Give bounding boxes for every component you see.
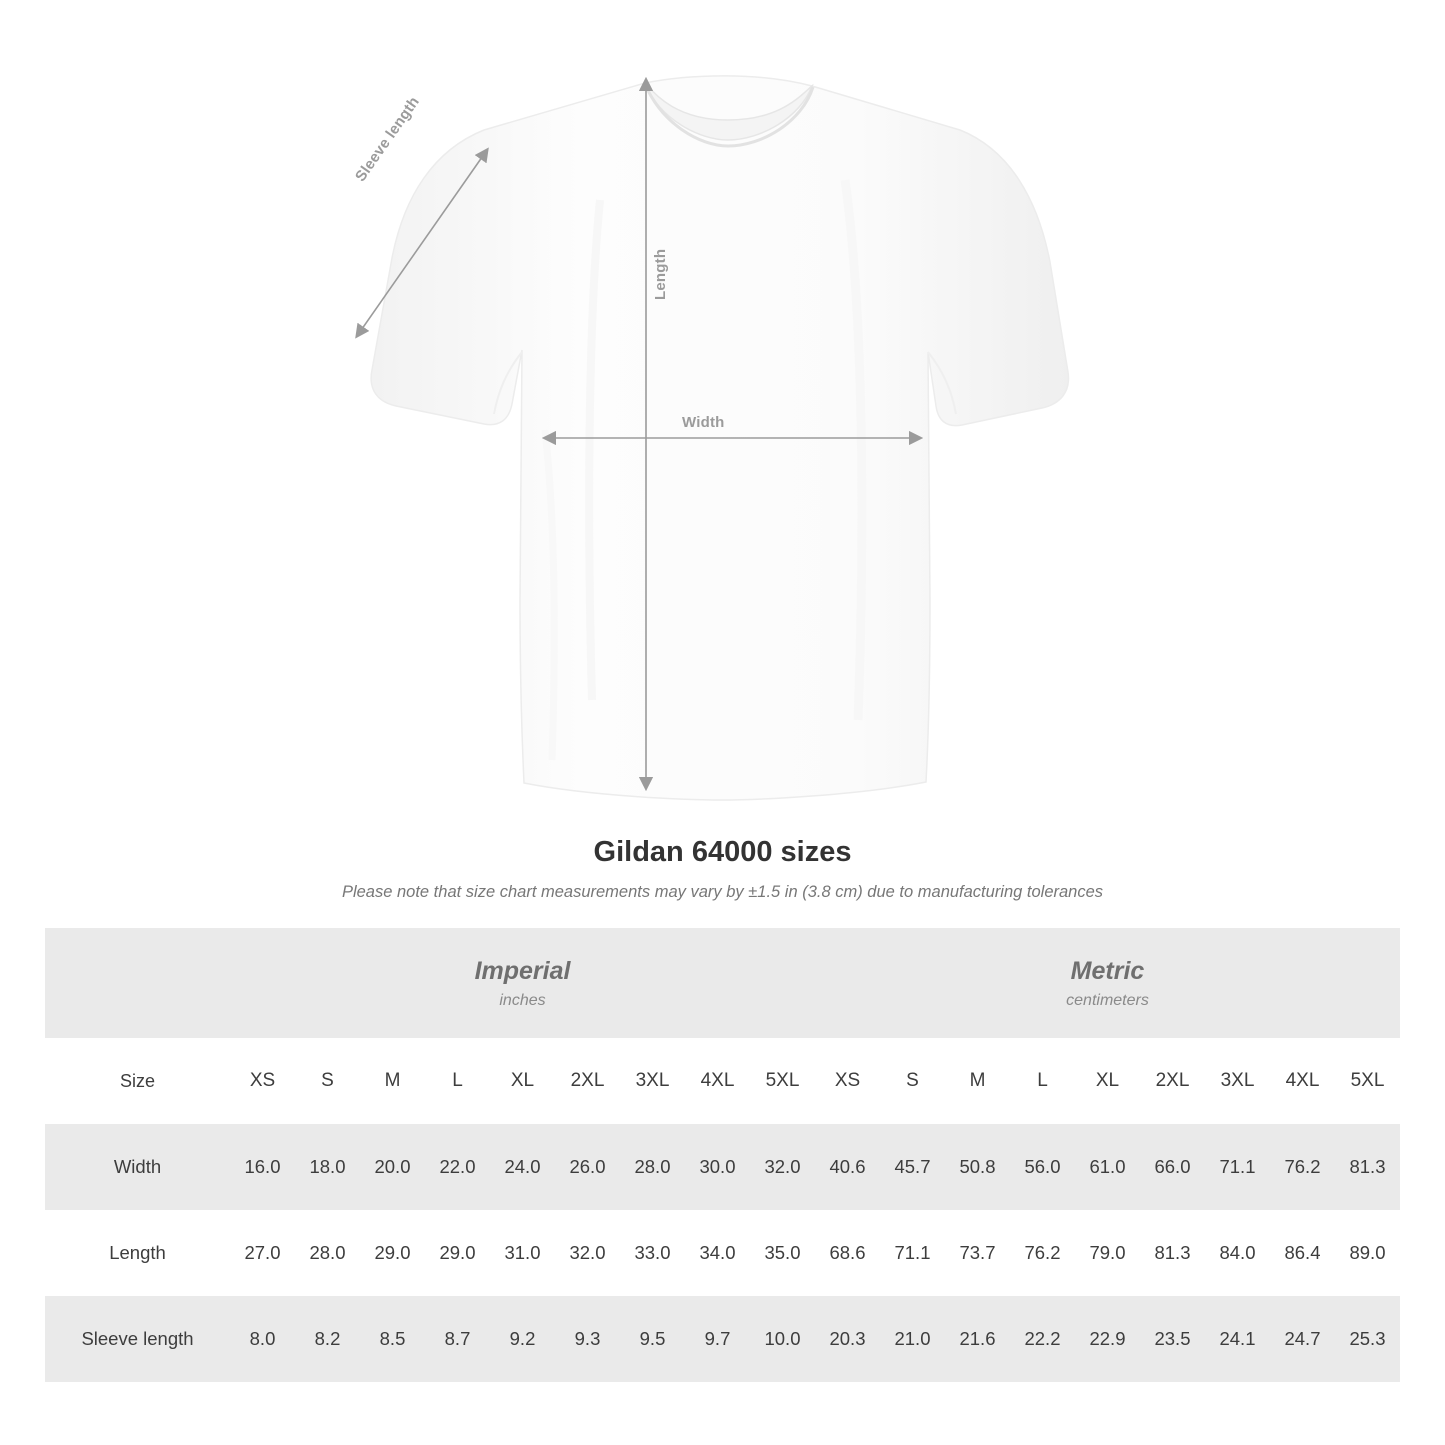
table-cell: 40.6 [815, 1124, 880, 1210]
table-cell: 23.5 [1140, 1296, 1205, 1382]
table-cell: 20.3 [815, 1296, 880, 1382]
column-header: L [1010, 1038, 1075, 1124]
table-cell: 25.3 [1335, 1296, 1400, 1382]
table-cell: 9.5 [620, 1296, 685, 1382]
table-cell: 22.0 [425, 1124, 490, 1210]
table-cell: 24.1 [1205, 1296, 1270, 1382]
table-cell: 21.6 [945, 1296, 1010, 1382]
table-cell: 27.0 [230, 1210, 295, 1296]
column-header: 3XL [620, 1038, 685, 1124]
column-header: 4XL [685, 1038, 750, 1124]
table-cell: 9.2 [490, 1296, 555, 1382]
table-header-row [45, 1038, 1400, 1124]
table-cell: 68.6 [815, 1210, 880, 1296]
table-cell: 28.0 [620, 1124, 685, 1210]
column-header: 2XL [1140, 1038, 1205, 1124]
length-label: Length [652, 248, 669, 300]
column-header: 2XL [555, 1038, 620, 1124]
table-cell: 10.0 [750, 1296, 815, 1382]
column-header: XL [1075, 1038, 1140, 1124]
table-row [45, 1210, 1400, 1296]
unit-group-name: Imperial [474, 957, 571, 986]
table-cell: 89.0 [1335, 1210, 1400, 1296]
column-header: 3XL [1205, 1038, 1270, 1124]
table-cell: 21.0 [880, 1296, 945, 1382]
table-cell: 16.0 [230, 1124, 295, 1210]
row-header: Sleeve length [45, 1296, 230, 1382]
table-cell: 9.3 [555, 1296, 620, 1382]
table-cell: 30.0 [685, 1124, 750, 1210]
table-cell: 66.0 [1140, 1124, 1205, 1210]
column-header: XL [490, 1038, 555, 1124]
table-cell: 35.0 [750, 1210, 815, 1296]
unit-group-metric [815, 928, 1400, 1038]
table-cell: 45.7 [880, 1124, 945, 1210]
page-title: Gildan 64000 sizes [593, 836, 852, 868]
table-cell: 22.9 [1075, 1296, 1140, 1382]
table-cell: 32.0 [555, 1210, 620, 1296]
size-chart-header [0, 836, 1445, 902]
table-cell: 28.0 [295, 1210, 360, 1296]
table-cell: 84.0 [1205, 1210, 1270, 1296]
table-cell: 8.5 [360, 1296, 425, 1382]
table-cell: 31.0 [490, 1210, 555, 1296]
table-cell: 73.7 [945, 1210, 1010, 1296]
table-cell: 61.0 [1075, 1124, 1140, 1210]
size-chart-table [45, 928, 1400, 1382]
row-header: Width [45, 1124, 230, 1210]
table-cell: 24.0 [490, 1124, 555, 1210]
table-cell: 29.0 [425, 1210, 490, 1296]
table-cell: 71.1 [880, 1210, 945, 1296]
table-cell: 24.7 [1270, 1296, 1335, 1382]
column-header: M [360, 1038, 425, 1124]
table-cell: 79.0 [1075, 1210, 1140, 1296]
table-cell: 20.0 [360, 1124, 425, 1210]
unit-group-sub: inches [499, 991, 546, 1009]
table-row [45, 1296, 1400, 1382]
table-cell: 8.7 [425, 1296, 490, 1382]
unit-group-name: Metric [1070, 957, 1145, 986]
unit-row-spacer [45, 928, 230, 1038]
table-cell: 29.0 [360, 1210, 425, 1296]
row-header-size: Size [45, 1038, 230, 1124]
column-header: XS [230, 1038, 295, 1124]
column-header: 4XL [1270, 1038, 1335, 1124]
table-cell: 50.8 [945, 1124, 1010, 1210]
table-cell: 26.0 [555, 1124, 620, 1210]
table-cell: 76.2 [1010, 1210, 1075, 1296]
sleeve-length-label: Sleeve length [352, 93, 423, 185]
table-cell: 18.0 [295, 1124, 360, 1210]
table-cell: 22.2 [1010, 1296, 1075, 1382]
table-cell: 86.4 [1270, 1210, 1335, 1296]
table-cell: 34.0 [685, 1210, 750, 1296]
column-header: L [425, 1038, 490, 1124]
table-cell: 71.1 [1205, 1124, 1270, 1210]
column-header: S [880, 1038, 945, 1124]
column-header: XS [815, 1038, 880, 1124]
column-header: 5XL [750, 1038, 815, 1124]
table-row [45, 1124, 1400, 1210]
unit-group-row [45, 928, 1400, 1038]
table-cell: 32.0 [750, 1124, 815, 1210]
width-label: Width [682, 414, 725, 431]
row-header: Length [45, 1210, 230, 1296]
size-table-wrapper [0, 928, 1445, 1382]
table-cell: 81.3 [1335, 1124, 1400, 1210]
table-cell: 8.2 [295, 1296, 360, 1382]
column-header: M [945, 1038, 1010, 1124]
table-cell: 33.0 [620, 1210, 685, 1296]
table-cell: 81.3 [1140, 1210, 1205, 1296]
table-cell: 76.2 [1270, 1124, 1335, 1210]
unit-group-sub: centimeters [1066, 991, 1149, 1009]
column-header: 5XL [1335, 1038, 1400, 1124]
table-cell: 8.0 [230, 1296, 295, 1382]
table-cell: 56.0 [1010, 1124, 1075, 1210]
column-header: S [295, 1038, 360, 1124]
tolerance-note: Please note that size chart measurements may vary by ±1.5 in (3.8 cm) due to manufacturing tolerances [341, 883, 1104, 901]
table-cell: 9.7 [685, 1296, 750, 1382]
unit-group-imperial [230, 928, 815, 1038]
